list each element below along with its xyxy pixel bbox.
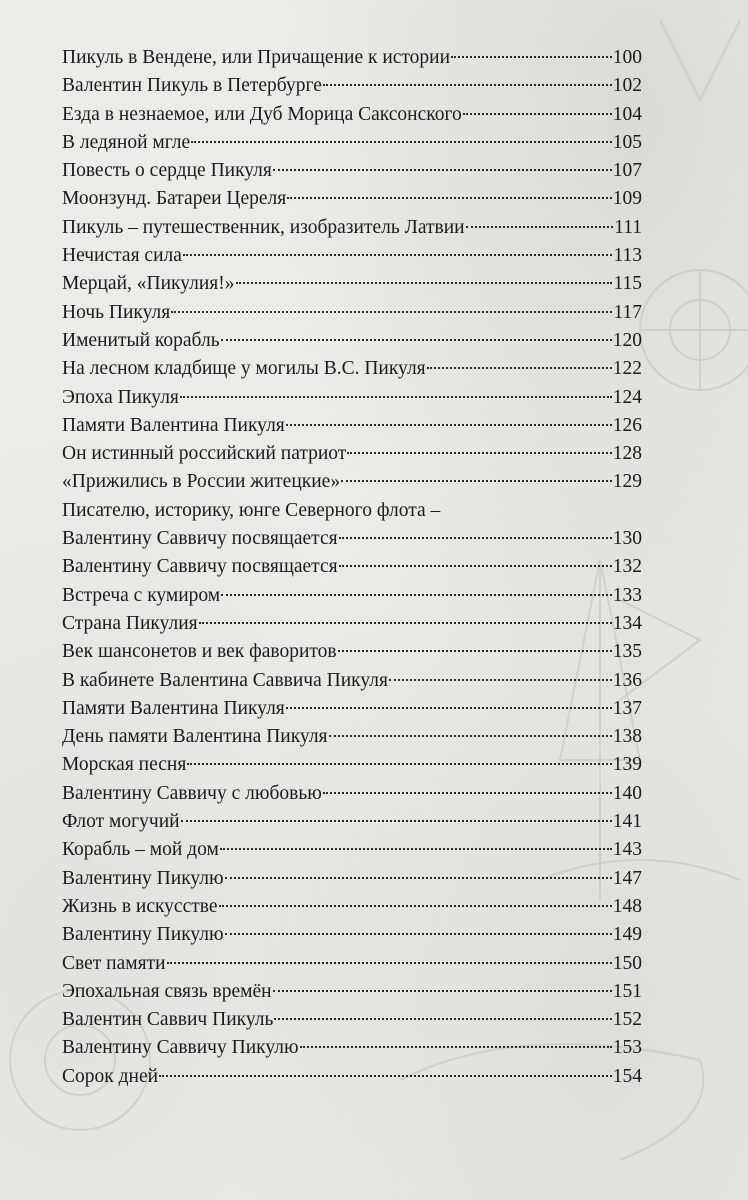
toc-entry-title: Век шансонетов и век фаворитов (62, 641, 337, 663)
toc-entry-page-number: 150 (612, 952, 642, 974)
toc-entry (62, 836, 642, 864)
toc-entry-title: Валентину Саввичу посвящается (62, 556, 338, 578)
toc-entry-page-number: 139 (612, 754, 642, 776)
toc-entry-title: Езда в незнаемое, или Дуб Морица Саксонского (62, 103, 462, 125)
toc-entry-page-number: 137 (612, 697, 642, 719)
dot-leader (463, 113, 612, 115)
toc-entry-title: В ледяной мгле (62, 131, 191, 153)
toc-entry (62, 299, 642, 327)
dot-leader (219, 905, 612, 907)
toc-entry (62, 44, 642, 72)
toc-entry-title: Он истинный российский патриот (62, 443, 347, 465)
dot-leader (329, 735, 612, 737)
dot-leader (273, 990, 612, 992)
dot-leader (451, 56, 612, 58)
toc-entry-title: Валентину Пикулю (62, 924, 224, 946)
dot-leader (236, 282, 613, 284)
toc-entry-title: Флот могучий (62, 811, 180, 833)
dot-leader (323, 84, 612, 86)
toc-entry-page-number: 148 (612, 895, 642, 917)
toc-entry (62, 950, 642, 978)
toc-entry-title: Именитый корабль (62, 329, 220, 351)
toc-entry (62, 412, 642, 440)
dot-leader (225, 877, 612, 879)
dot-leader (427, 367, 612, 369)
dot-leader (159, 1075, 612, 1077)
toc-entry (62, 497, 642, 525)
toc-entry (62, 242, 642, 270)
toc-entry-title: Ночь Пикуля (62, 301, 171, 323)
toc-entry (62, 553, 642, 581)
dot-leader (191, 141, 612, 143)
toc-entry-title: Корабль – мой дом (62, 839, 219, 861)
toc-entry-title: Валентин Пикуль в Петербурге (62, 75, 322, 97)
toc-entry (62, 214, 642, 242)
toc-entry-title: Пикуль – путешественник, изобразитель Латвии (62, 216, 465, 238)
toc-entry (62, 723, 642, 751)
toc-entry-page-number: 153 (612, 1037, 642, 1059)
toc-entry-page-number: 132 (612, 556, 642, 578)
toc-entry-title: Встреча с кумиром (62, 584, 221, 606)
dot-leader (341, 480, 612, 482)
toc-entry-title: Сорок дней (62, 1065, 159, 1087)
dot-leader (273, 169, 612, 171)
dot-leader (338, 650, 612, 652)
toc-entry (62, 101, 642, 129)
toc-entry-title: Эпохальная связь времён (62, 980, 272, 1002)
toc-entry-title: Нечистая сила (62, 245, 182, 267)
dot-leader (183, 254, 613, 256)
dot-leader (167, 962, 612, 964)
toc-entry-title: Валентину Саввичу посвящается (62, 528, 338, 550)
dot-leader (300, 1046, 612, 1048)
toc-entry (62, 582, 642, 610)
dot-leader (181, 820, 612, 822)
dot-leader (286, 707, 612, 709)
dot-leader (225, 933, 612, 935)
toc-entry-title: Писателю, историку, юнге Северного флота – (62, 499, 441, 521)
toc-entry-page-number: 128 (612, 443, 642, 465)
toc-entry-page-number: 135 (612, 641, 642, 663)
toc-entry-title: «Прижились в России житецкие» (62, 471, 341, 493)
toc-entry (62, 1034, 642, 1062)
toc-entry (62, 270, 642, 298)
toc-entry (62, 978, 642, 1006)
toc-entry (62, 1006, 642, 1034)
dot-leader (323, 792, 612, 794)
dot-leader (287, 197, 611, 199)
toc-entry-page-number: 130 (612, 528, 642, 550)
toc-entry-page-number: 100 (612, 47, 642, 68)
toc-entry-page-number: 154 (612, 1065, 642, 1087)
toc-entry-page-number: 138 (612, 726, 642, 748)
toc-entry-title: Валентину Пикулю (62, 867, 224, 889)
toc-entry-page-number: 151 (612, 980, 642, 1002)
toc-entry-page-number: 109 (612, 188, 642, 210)
dot-leader (221, 594, 612, 596)
toc-entry-title: Памяти Валентина Пикуля (62, 697, 285, 719)
toc-entry-title: Жизнь в искусстве (62, 895, 218, 917)
dot-leader (339, 537, 612, 539)
toc-entry (62, 921, 642, 949)
toc-entry-title: День памяти Валентина Пикуля (62, 726, 328, 748)
toc-entry-title: В кабинете Валентина Саввича Пикуля (62, 669, 388, 691)
toc-entry-page-number: 126 (612, 414, 642, 436)
toc-entry (62, 808, 642, 836)
toc-entry (62, 780, 642, 808)
toc-entry (62, 1063, 642, 1091)
toc-entry-title: На лесном кладбище у могилы В.С. Пикуля (62, 358, 426, 380)
toc-entry-title: Морская песня (62, 754, 187, 776)
toc-entry-page-number: 102 (612, 75, 642, 97)
dot-leader (347, 452, 611, 454)
toc-entry-page-number: 111 (614, 216, 642, 238)
toc-entry (62, 129, 642, 157)
toc-entry-page-number: 143 (612, 839, 642, 861)
dot-leader (339, 565, 612, 567)
toc-entry (62, 893, 642, 921)
toc-entry (62, 751, 642, 779)
toc-entry (62, 440, 642, 468)
toc-entry-page-number: 113 (613, 245, 642, 267)
toc-entry (62, 185, 642, 213)
toc-entry (62, 667, 642, 695)
toc-entry-page-number: 152 (612, 1009, 642, 1031)
toc-entry-page-number: 134 (612, 612, 642, 634)
toc-entry-page-number: 120 (612, 329, 642, 351)
dot-leader (187, 763, 611, 765)
toc-entry-page-number: 133 (612, 584, 642, 606)
dot-leader (274, 1018, 611, 1020)
toc-entry (62, 695, 642, 723)
dot-leader (389, 679, 612, 681)
toc-entry (62, 638, 642, 666)
toc-entry-title: Валентину Саввичу Пикулю (62, 1037, 299, 1059)
toc-entry (62, 468, 642, 496)
toc-entry-page-number: 107 (612, 160, 642, 182)
dot-leader (220, 848, 612, 850)
toc-entry-page-number: 147 (612, 867, 642, 889)
toc-entry-page-number: 122 (612, 358, 642, 380)
toc-entry-page-number: 124 (612, 386, 642, 408)
toc-entry-title: Валентину Саввичу с любовью (62, 782, 322, 804)
table-of-contents (62, 44, 642, 1091)
toc-entry (62, 327, 642, 355)
toc-entry-title: Памяти Валентина Пикуля (62, 414, 285, 436)
toc-entry-page-number: 117 (613, 301, 642, 323)
toc-entry-page-number: 105 (612, 131, 642, 153)
toc-entry-title: Повесть о сердце Пикуля (62, 160, 272, 182)
toc-entry-title: Свет памяти (62, 952, 166, 974)
toc-entry (62, 525, 642, 553)
toc-entry (62, 610, 642, 638)
toc-entry-page-number: 104 (612, 103, 642, 125)
toc-entry-page-number: 115 (613, 273, 642, 295)
toc-entry-page-number: 141 (612, 811, 642, 833)
toc-entry (62, 72, 642, 100)
toc-entry-page-number: 136 (612, 669, 642, 691)
toc-entry-title: Пикуль в Вендене, или Причащение к истории (62, 47, 451, 68)
dot-leader (286, 424, 612, 426)
toc-entry-title: Эпоха Пикуля (62, 386, 179, 408)
dot-leader (171, 311, 612, 313)
toc-entry-title: Мерцай, «Пикулия!» (62, 273, 235, 295)
toc-entry (62, 384, 642, 412)
toc-entry-page-number: 140 (612, 782, 642, 804)
toc-entry-title: Страна Пикулия (62, 612, 198, 634)
toc-entry-page-number: 129 (612, 471, 642, 493)
toc-entry (62, 865, 642, 893)
toc-entry (62, 355, 642, 383)
toc-entry (62, 157, 642, 185)
dot-leader (466, 226, 614, 228)
toc-entry-page-number: 149 (612, 924, 642, 946)
dot-leader (199, 622, 612, 624)
toc-entry-title: Валентин Саввич Пикуль (62, 1009, 274, 1031)
toc-entry-title: Моонзунд. Батареи Цереля (62, 188, 287, 210)
dot-leader (221, 339, 612, 341)
dot-leader (180, 396, 612, 398)
